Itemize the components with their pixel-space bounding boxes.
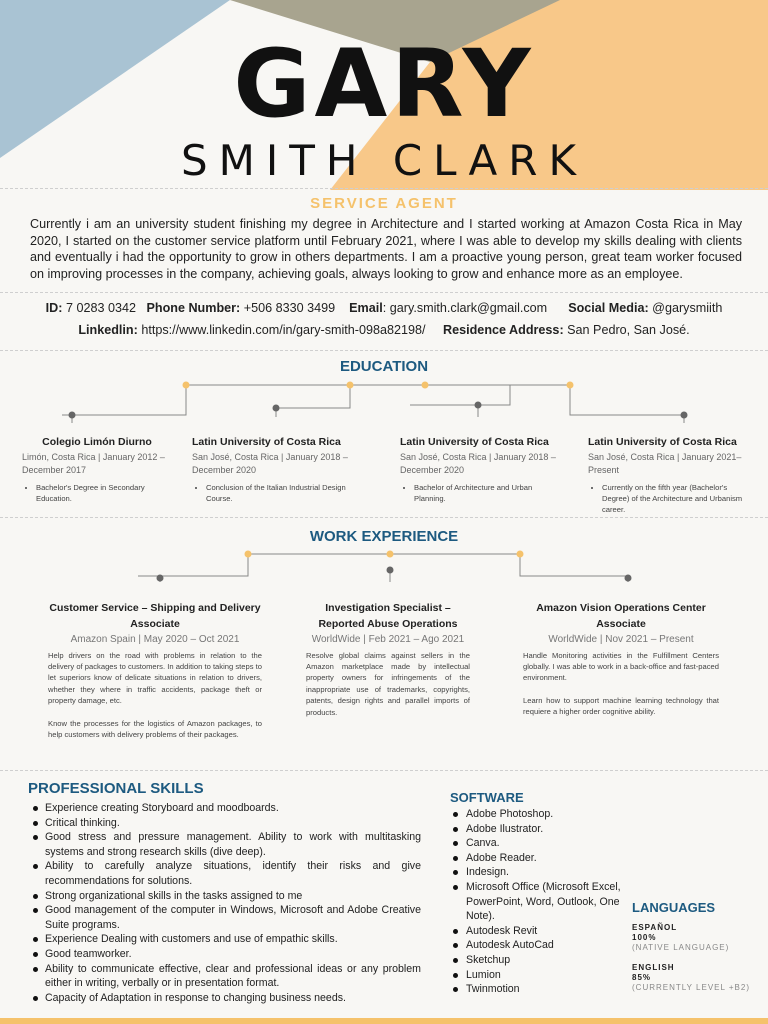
timeline-dot [625,575,632,582]
timeline-dot [157,575,164,582]
timeline-dot [681,412,688,419]
timeline-dot [69,412,76,419]
software-item: Microsoft Office (Microsoft Excel, PowerPoint, Word, Outlook, One Note). [450,880,625,924]
address-value: San Pedro, San José. [567,323,690,337]
education-bullet: • Bachelor of Architecture and Urban Planning. [414,482,565,504]
software-item: Adobe Reader. [450,851,625,866]
social-value: @garysmiith [652,301,723,315]
education-bullet: • Conclusion of the Italian Industrial Design Course. [206,482,362,504]
phone-value: +506 8330 3499 [243,301,336,315]
skill-item: Capacity of Adaptation in response to changing business needs. [30,991,421,1006]
timeline-dot [245,551,252,558]
software-item: Autodesk Revit [450,924,625,939]
address-label: Residence Address: [443,323,564,337]
work-timeline [0,548,768,588]
social-label: Social Media: [568,301,649,315]
language-name: ESPAÑOL [632,923,678,932]
software-item: Adobe Photoshop. [450,807,625,822]
skill-item: Critical thinking. [30,816,421,831]
footer-bar [0,1018,768,1024]
skill-item: Good stress and pressure management. Ability to work with multitasking systems and strong research skills (dive deep). [30,830,421,859]
language-note: (CURRENTLY LEVEL +B2) [632,983,750,992]
software-item: Adobe Ilustrator. [450,822,625,837]
school-meta: San José, Costa Rica | January 2018 – December 2020 [400,452,556,475]
education-item [588,436,754,515]
skills-list [30,801,421,1005]
language-level: 100% [632,933,657,942]
skill-item: Experience creating Storyboard and moodboards. [30,801,421,816]
education-timeline [0,375,768,425]
school-name: Latin University of Costa Rica [588,436,737,448]
education-item [192,436,362,504]
job-title: Amazon Vision Operations Center Associate [536,602,706,630]
job-title: Customer Service – Shipping and Delivery Associate [49,602,261,630]
profile-summary: Currently i am an university student finishing my degree in Architecture and I started working at Amazon Costa Rica in May 2020, I started on the customer service platform until February 2021, where I was able to develop my skills dealing with clients and eventually i had the opportunity to grow in others departments. I am a proactive young person, great team worker focused on improving processes in the company, achieving goals, always looking to grow and enhance more as an employee. [30,217,742,281]
software-item: Twinmotion [450,982,625,997]
job-description: Help drivers on the road with problems in relation to the delivery of packages to customers. In addition to taking steps to let superiors know of delicate situations in relation to drivers, whether they where in traffic accidents, package theft or property damage, etc. [48,650,262,706]
phone-label: Phone Number: [146,301,241,315]
timeline-dot [422,382,429,389]
school-name: Colegio Limón Diurno [42,436,152,448]
job-meta: WorldWide | Feb 2021 – Ago 2021 [311,634,465,645]
software-item: Sketchup [450,953,625,968]
job-role: SERVICE AGENT [310,195,458,212]
work-title: WORK EXPERIENCE [309,528,459,545]
software-item: Autodesk AutoCad [450,938,625,953]
skills-title: PROFESSIONAL SKILLS [28,780,204,797]
linkedin-link[interactable]: https://www.linkedin.com/in/gary-smith-098a82198/ [141,323,426,337]
education-bullet: • Currently on the fifth year (Bachelor's Degree) of the Architecture and Urbanism career. [602,482,754,515]
timeline-dot [567,382,574,389]
timeline-dot [517,551,524,558]
divider [0,517,768,518]
work-item [523,600,719,718]
school-meta: Limón, Costa Rica | January 2012 – December 2017 [22,452,165,475]
education-title: EDUCATION [339,358,429,375]
language-name: ENGLISH [632,963,675,972]
divider [0,350,768,351]
software-item: Indesign. [450,865,625,880]
skill-item: Good management of the computer in Windows, Microsoft and Adobe Creative Suite programs. [30,903,421,932]
education-item [400,436,565,504]
skill-item: Ability to carefully analyze situations, identify their risks and give recommendations for solutions. [30,859,421,888]
last-name: SMITH CLARK [180,136,588,185]
education-item [22,436,172,504]
software-item: Canva. [450,836,625,851]
timeline-dot [475,402,482,409]
language-item [632,923,762,953]
divider [0,188,768,189]
skill-item: Good teamworker. [30,947,421,962]
email-label: Email [349,301,383,315]
timeline-dot [183,382,190,389]
first-name: GARY [233,30,535,139]
work-item [306,600,470,718]
timeline-dot [387,567,394,574]
linkedin-label: Linkedlin: [78,323,138,337]
languages-title: LANGUAGES [632,900,716,915]
contact-row-1 [0,301,768,315]
job-meta: WorldWide | Nov 2021 – Present [548,634,694,645]
timeline-dot [273,405,280,412]
job-description: Know the processes for the logistics of Amazon packages, to help customers with delivery problems of their packages. [48,718,262,739]
work-item [48,600,262,740]
job-title: Investigation Specialist – Reported Abuse Operations [318,602,458,630]
school-meta: San José, Costa Rica | January 2018 – December 2020 [192,452,348,475]
id-label: ID: [45,301,63,315]
timeline-dot [387,551,394,558]
language-level: 85% [632,973,652,982]
language-note: (NATIVE LANGUAGE) [632,943,730,952]
software-list [450,807,625,997]
job-description: Handle Monitoring activities in the Fulfillment Centers globally. I was able to work in a back-office and fast-paced environment. [523,650,719,683]
job-description: Resolve global claims against sellers in the Amazon marketplace made by intellectual property owners for infringements of the inappropriate use of trademarks, copyrights, patents, design rights and parallel imports of products. [306,650,470,717]
software-item: Lumion [450,968,625,983]
contact-row-2 [0,323,768,337]
email-value[interactable]: : gary.smith.clark@gmail.com [382,301,548,315]
skill-item: Ability to communicate effective, clear and professional ideas or any problem either in writing, verbally or in presentation format. [30,962,421,991]
school-name: Latin University of Costa Rica [192,436,341,448]
job-meta: Amazon Spain | May 2020 – Oct 2021 [70,634,240,645]
timeline-dot [347,382,354,389]
divider [0,770,768,771]
software-title: SOFTWARE [450,790,524,805]
education-bullet: • Bachelor's Degree in Secondary Education. [36,482,172,504]
skill-item: Experience Dealing with customers and use of empathic skills. [30,932,421,947]
school-name: Latin University of Costa Rica [400,436,549,448]
divider [0,292,768,293]
school-meta: San José, Costa Rica | January 2021– Present [588,452,742,475]
language-item [632,963,762,993]
job-description: Learn how to support machine learning technology that requiere a higher order cognitive ability. [523,695,719,717]
id-value: 7 0283 0342 [65,301,136,315]
skill-item: Strong organizational skills in the tasks assigned to me [30,889,421,904]
